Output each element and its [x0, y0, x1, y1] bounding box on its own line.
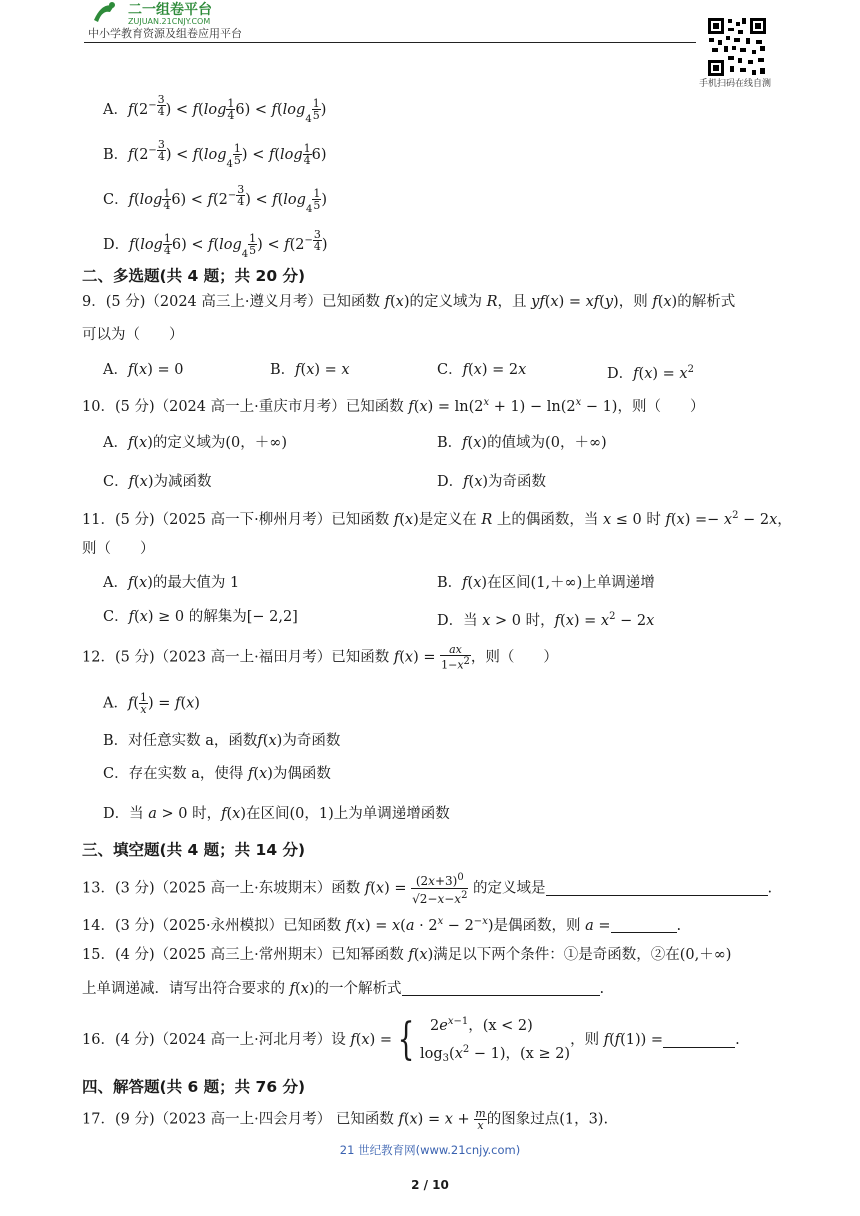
q15-stem: 15．(4 分)（2025 高三上·常州期末）已知幂函数 f(x)满足以下两个条件：①是奇函数，②在(0,＋∞)	[82, 947, 732, 963]
q9-stem: 9．(5 分)（2024 高三上·遵义月考）已知函数 f(x)的定义域为 R，且 yf(x) = xf(y)，则 f(x)的解析式	[82, 294, 736, 310]
q9-stem-line2: 可以为（ ）	[82, 327, 184, 343]
q11-stem: 11．(5 分)（2025 高一下·柳州月考）已知函数 f(x)是定义在 R 上的偶函数，当 x ≤ 0 时 $f(x) =- x^2 - 2x$，	[82, 510, 792, 528]
header-divider	[84, 42, 696, 43]
q9-option-b: B．f(x) = x	[270, 362, 350, 378]
q9-option-c: C．f(x) = 2x	[437, 362, 527, 378]
section-title-solutions: 四、解答题(共 6 题；共 76 分)	[82, 1078, 306, 1096]
q8-option-b: B．$f(2^{- \frac{3}{4}}$ ) < $f(\log_4$ $\frac{1}{5}$ ) < f(log $\frac{1}{4}$ 6)	[103, 138, 327, 170]
brand-logo	[88, 0, 268, 26]
q11-option-c: C．f(x) ≥ 0 的解集为[− 2,2]	[103, 609, 298, 625]
q13-answer-blank[interactable]	[546, 881, 768, 896]
qr-caption: 手机扫码在线自测	[699, 79, 772, 89]
svg-text:二一组卷平台: 二一组卷平台	[128, 2, 212, 18]
q14-answer-blank[interactable]	[611, 918, 677, 933]
q12-option-b: B．对任意实数 a，函数f(x)为奇函数	[103, 733, 341, 749]
q8-option-a: A．$f(2^{- \frac{3}{4}}$ ) < f(log $\frac{1}{4}$ $6) < f(\log_4$ $\frac{1}{5}$ )	[103, 93, 327, 125]
q11-option-a: A．f(x)的最大值为 1	[103, 575, 240, 591]
q9-option-a: A．f(x) = 0	[103, 362, 184, 378]
q10-option-b: B．f(x)的值域为(0，＋∞)	[437, 435, 607, 451]
header-subtitle: 中小学教育资源及组卷应用平台	[88, 27, 242, 40]
q12-stem: 12．(5 分)（2023 高一上·福田月考）已知函数 f(x) = $\frac{ax}{1-x^2}$ ，则（ ）	[82, 643, 558, 672]
q15-stem-line2: 上单调递减．请写出符合要求的 f(x)的一个解析式 .	[82, 981, 605, 997]
q10-option-a: A．f(x)的定义域为(0，＋∞)	[103, 435, 288, 451]
q11-stem-line2: 则（ ）	[82, 541, 155, 557]
q10-option-c: C．f(x)为减函数	[103, 474, 212, 490]
q9-option-d: D．$f(x) = x^2$	[607, 364, 694, 382]
q17-stem: 17．(9 分)（2023 高一上·四会月考） 已知函数 f(x) = x + $\frac{m}{x}$ 的图象过点(1，3).	[82, 1107, 609, 1132]
q11-option-d: D．当 x > 0 时，$f(x) = x^2 - 2x$	[437, 611, 655, 629]
qr-code-icon[interactable]	[706, 16, 768, 78]
page-number: 2 / 10	[411, 1178, 449, 1192]
q10-stem: 10．(5 分)（2024 高一上·重庆市月考）已知函数 $f(x) = \ln(2^x + 1) - \ln(2^x - 1)$，则（ ）	[82, 397, 705, 415]
q12-option-a: A．f( $\frac{1}{x}$ ) = f(x)	[103, 691, 200, 716]
q14-stem: 14．(3 分)（2025·永州模拟）已知函数 $f(x) = x(a \cdot 2^x - 2^{-x})$是偶函数，则 a = .	[82, 916, 682, 934]
q8-option-d: D．f(log $\frac{1}{4}$ $6) < f(\log_4$ $\frac{1}{5}$ ) < $f(2^{- \frac{3}{4}}$ )	[103, 228, 328, 260]
footer-site-link[interactable]: 21 世纪教育网(www.21cnjy.com)	[339, 1143, 521, 1157]
q10-option-d: D．f(x)为奇函数	[437, 474, 547, 490]
q15-answer-blank[interactable]	[402, 981, 600, 996]
section-title-multiple-choice: 二、多选题(共 4 题；共 20 分)	[82, 267, 306, 285]
q12-option-c: C．存在实数 a，使得 f(x)为偶函数	[103, 766, 331, 782]
section-title-fill-in: 三、填空题(共 4 题；共 14 分)	[82, 841, 306, 859]
q11-option-b: B．f(x)在区间(1,＋∞)上单调递增	[437, 575, 655, 591]
q16-stem: 16．(4 分)（2024 高一上·河北月考）设 f ( x ) = { $2e^{x-1}$，(x < 2) $\log_3(x^2 - 1)$，(x ≥ 2) ，则 f ( f (1)) = .	[82, 1014, 740, 1065]
q12-option-d: D．当 a > 0 时，f(x)在区间(0，1)上为单调递增函数	[103, 806, 450, 822]
q8-option-c: C．f(log $\frac{1}{4}$ $6) < f(2^{- \frac{3}{4}}$ ) < $f(\log_4$ $\frac{1}{5}$ )	[103, 183, 327, 215]
q13-stem: 13．(3 分)（2025 高一上·东坡期末）函数 f(x) = $\frac{(2x+3)^0}{√2-x-x^2}$ 的定义域是 .	[82, 872, 773, 906]
svg-text:ZUJUAN.21CNJY.COM: ZUJUAN.21CNJY.COM	[128, 17, 211, 26]
q16-answer-blank[interactable]	[663, 1033, 735, 1048]
